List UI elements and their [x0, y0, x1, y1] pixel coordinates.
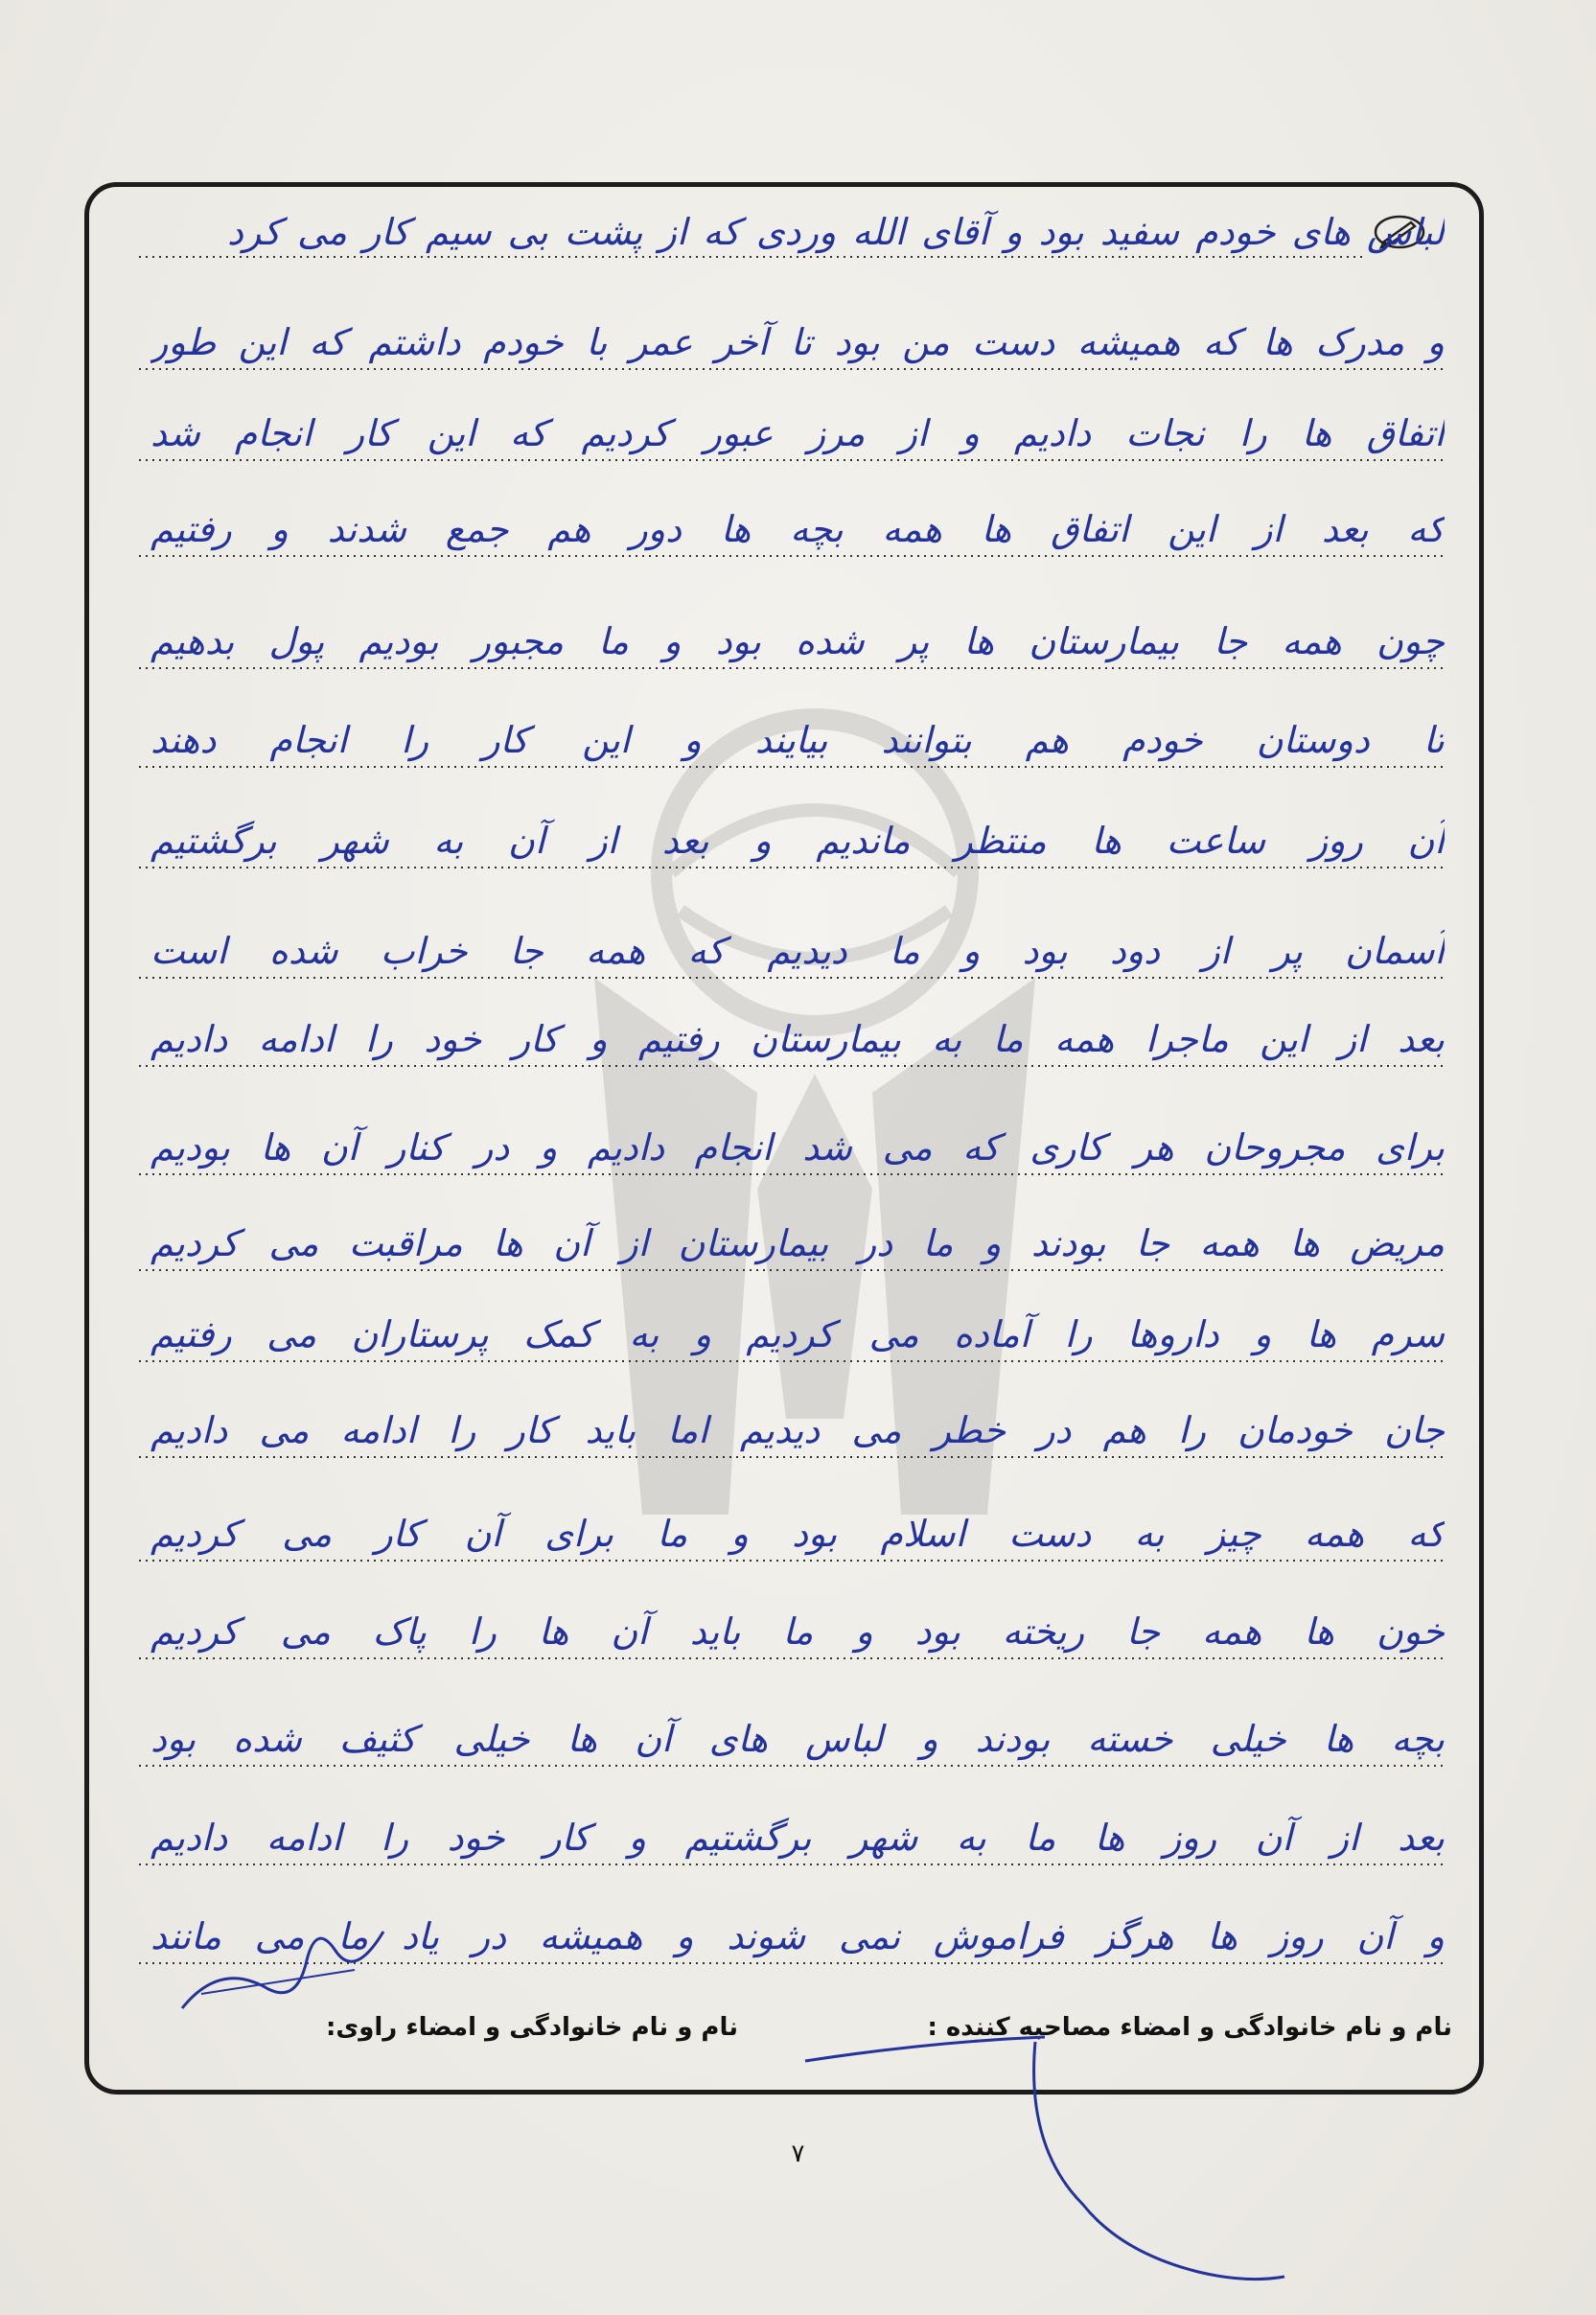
- page-number: ۷: [791, 2140, 805, 2168]
- handwritten-line: لباس های خودم سفید بود و آقای الله وردی که از پشت بی سیم کار می کرد: [227, 211, 1445, 253]
- handwritten-line: اتفاق ها را نجات دادیم و از مرز عبور کردیم که این کار انجام شد: [150, 412, 1445, 454]
- handwritten-line: و مدرک ها که همیشه دست من بود تا آخر عمر با خودم داشتم که این طور: [150, 321, 1445, 363]
- handwritten-line: سرم ها و داروها را آماده می کردیم و به کمک پرستاران می رفتیم: [150, 1313, 1445, 1355]
- handwritten-line: چون همه جا بیمارستان ها پر شده بود و ما مجبور بودیم پول بدهیم: [150, 620, 1445, 662]
- handwritten-line: و آن روز ها هرگز فراموش نمی شوند و همیشه در یاد ما می مانند: [150, 1915, 1445, 1957]
- handwritten-line: خون ها همه جا ریخته بود و ما باید آن ها را پاک می کردیم: [150, 1610, 1445, 1653]
- handwritten-line: جان خودمان را هم در خطر می دیدیم اما باید کار را ادامه می دادیم: [150, 1409, 1445, 1451]
- handwritten-line: تا دوستان خودم هم بتوانند بیایند و این کار را انجام دهند: [150, 719, 1445, 761]
- handwritten-line: که همه چیز به دست اسلام بود و ما برای آن کار می کردیم: [150, 1513, 1445, 1555]
- handwritten-line: مریض ها همه جا بودند و ما در بیمارستان از آن ها مراقبت می کردیم: [150, 1222, 1445, 1264]
- interviewer-signature-label: نام و نام خانوادگی و امضاء مصاحبه کننده :: [927, 2013, 1452, 2042]
- handwritten-line: بعد از این ماجرا همه ما به بیمارستان رفتیم و کار خود را ادامه دادیم: [150, 1018, 1445, 1060]
- handwritten-line: که بعد از این اتفاق ها همه بچه ها دور هم جمع شدند و رفتیم: [150, 508, 1445, 550]
- handwritten-line: آن روز ساعت ها منتظر ماندیم و بعد از آن به شهر برگشتیم: [150, 820, 1445, 862]
- narrator-signature: [163, 1903, 403, 2027]
- handwritten-line: بعد از آن روز ها ما به شهر برگشتیم و کار خود را ادامه دادیم: [150, 1817, 1445, 1859]
- handwritten-line: آسمان پر از دود بود و ما دیدیم که همه جا خراب شده است: [150, 930, 1445, 972]
- handwritten-line: بچه ها خیلی خسته بودند و لباس های آن ها خیلی کثیف شده بود: [150, 1718, 1445, 1760]
- narrator-signature-label: نام و نام خانوادگی و امضاء راوی:: [326, 2013, 738, 2042]
- handwritten-line: برای مجروحان هر کاری که می شد انجام دادیم و در کنار آن ها بودیم: [150, 1126, 1445, 1169]
